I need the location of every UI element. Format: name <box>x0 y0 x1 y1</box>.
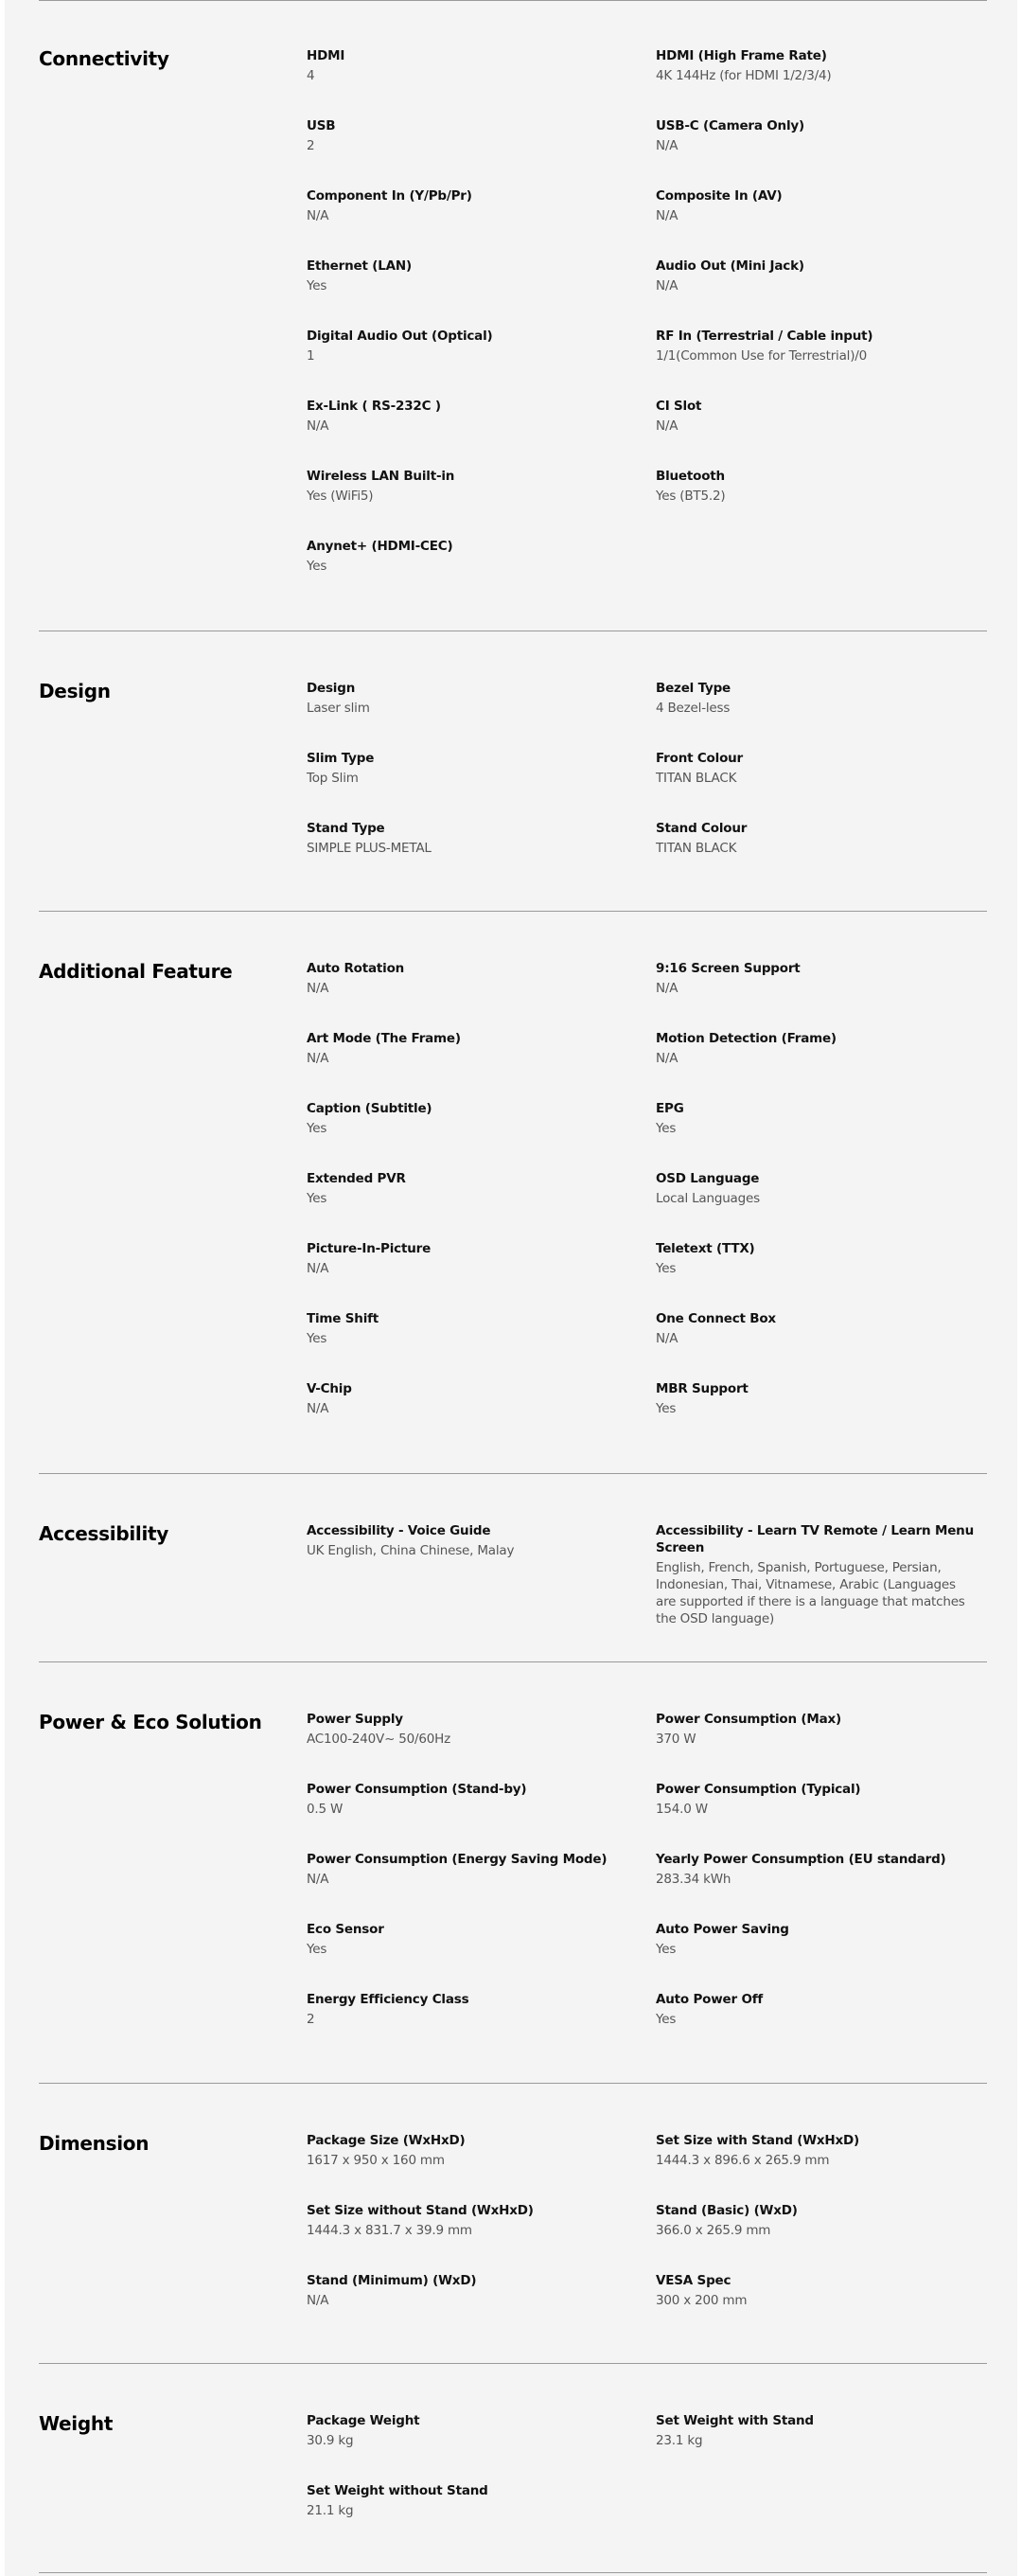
spec-item <box>307 1240 628 1277</box>
spec-label: Front Colour <box>656 751 744 766</box>
spec-value: 4 Bezel-less <box>656 701 731 716</box>
spec-item <box>307 2272 628 2309</box>
spec-label: One Connect Box <box>656 1311 776 1326</box>
spec-item <box>656 47 978 84</box>
spec-item <box>656 258 978 294</box>
spec-item <box>307 1100 628 1137</box>
spec-item <box>656 1030 978 1067</box>
spec-value: TITAN BLACK <box>656 841 737 856</box>
spec-item <box>656 1522 978 1627</box>
section-title: Connectivity <box>39 47 169 70</box>
spec-value: Yes <box>307 1331 327 1346</box>
spec-value: 1617 x 950 x 160 mm <box>307 2153 445 2168</box>
spec-item <box>307 2482 628 2519</box>
spec-label: Caption (Subtitle) <box>307 1101 432 1116</box>
section-divider <box>39 2572 987 2573</box>
spec-label: Teletext (TTX) <box>656 1241 755 1256</box>
spec-item <box>307 2412 628 2449</box>
spec-value: N/A <box>656 278 678 293</box>
section-divider <box>39 1473 987 1474</box>
spec-item <box>656 2272 978 2309</box>
spec-value: Local Languages <box>656 1191 760 1206</box>
spec-label: Motion Detection (Frame) <box>656 1031 837 1046</box>
spec-value: 1 <box>307 348 315 364</box>
spec-label: Bezel Type <box>656 681 731 696</box>
spec-label: Time Shift <box>307 1311 379 1326</box>
spec-value: N/A <box>307 2293 329 2308</box>
spec-label: Auto Power Off <box>656 1992 764 2007</box>
spec-item <box>307 117 628 154</box>
spec-item <box>307 1851 628 1888</box>
spec-label: Set Weight without Stand <box>307 2483 488 2498</box>
section-title: Power & Eco Solution <box>39 1711 262 1733</box>
spec-value: N/A <box>656 1331 678 1346</box>
spec-item <box>656 2132 978 2169</box>
spec-label: Picture-In-Picture <box>307 1241 432 1256</box>
spec-label: Ex-Link ( RS-232C ) <box>307 399 441 414</box>
spec-item <box>656 1240 978 1277</box>
spec-item <box>656 187 978 224</box>
spec-value: Yes <box>656 1121 677 1136</box>
spec-label: HDMI <box>307 48 345 63</box>
spec-label: Auto Rotation <box>307 961 405 976</box>
spec-item <box>307 47 628 84</box>
spec-item <box>656 960 978 997</box>
spec-item <box>307 468 628 505</box>
spec-item <box>656 1991 978 2028</box>
section-title: Design <box>39 680 111 702</box>
spec-value: 283.34 kWh <box>656 1872 731 1887</box>
section-divider <box>39 1661 987 1662</box>
section-divider <box>39 2083 987 2084</box>
spec-item <box>307 187 628 224</box>
spec-value: N/A <box>307 418 329 434</box>
spec-value: N/A <box>656 1051 678 1066</box>
spec-label: Component In (Y/Pb/Pr) <box>307 188 472 204</box>
spec-label: Power Supply <box>307 1712 403 1727</box>
spec-label: Art Mode (The Frame) <box>307 1031 461 1046</box>
spec-label: Bluetooth <box>656 469 725 484</box>
spec-value: 21.1 kg <box>307 2503 354 2518</box>
spec-item <box>656 328 978 364</box>
spec-value: N/A <box>307 1872 329 1887</box>
spec-value: 366.0 x 265.9 mm <box>656 2223 771 2238</box>
page-left-edge <box>0 0 5 2576</box>
section-title: Weight <box>39 2412 114 2435</box>
section-title: Additional Feature <box>39 960 233 983</box>
spec-value: English, French, Spanish, Portuguese, Persian, Indonesian, Thai, Vitnamese, Arabic (Languages are supported if there is a language that matches the OSD language) <box>656 1560 965 1626</box>
spec-label: Accessibility - Voice Guide <box>307 1523 491 1538</box>
spec-value: N/A <box>656 418 678 434</box>
spec-item <box>307 820 628 857</box>
spec-item <box>307 1711 628 1748</box>
spec-value: AC100-240V~ 50/60Hz <box>307 1732 451 1747</box>
section-title: Accessibility <box>39 1522 168 1545</box>
spec-value: 1/1(Common Use for Terrestrial)/0 <box>656 348 868 364</box>
spec-value: 1444.3 x 831.7 x 39.9 mm <box>307 2223 472 2238</box>
spec-item <box>307 2132 628 2169</box>
section-divider <box>39 2363 987 2364</box>
spec-item <box>656 468 978 505</box>
spec-label: Stand (Minimum) (WxD) <box>307 2273 477 2288</box>
spec-item <box>307 1170 628 1207</box>
spec-value: Yes <box>307 559 327 574</box>
spec-item <box>656 1380 978 1417</box>
spec-item <box>656 117 978 154</box>
spec-item <box>656 1711 978 1748</box>
spec-label: Auto Power Saving <box>656 1922 789 1937</box>
spec-label: Power Consumption (Stand-by) <box>307 1782 527 1797</box>
spec-value: Yes <box>656 2012 677 2027</box>
spec-value: Yes <box>656 1942 677 1957</box>
spec-item <box>307 2202 628 2239</box>
spec-item <box>656 398 978 435</box>
spec-value: TITAN BLACK <box>656 771 737 786</box>
section-divider <box>39 911 987 912</box>
spec-item <box>307 258 628 294</box>
spec-item <box>656 1170 978 1207</box>
spec-item <box>307 1380 628 1417</box>
spec-value: Yes <box>307 1121 327 1136</box>
spec-label: VESA Spec <box>656 2273 731 2288</box>
spec-label: EPG <box>656 1101 684 1116</box>
spec-value: Laser slim <box>307 701 370 716</box>
spec-item <box>307 1310 628 1347</box>
spec-value: 1444.3 x 896.6 x 265.9 mm <box>656 2153 830 2168</box>
spec-label: Eco Sensor <box>307 1922 384 1937</box>
spec-value: N/A <box>307 1261 329 1276</box>
spec-value: Yes <box>656 1401 677 1416</box>
spec-value: 154.0 W <box>656 1802 708 1817</box>
spec-item <box>656 2202 978 2239</box>
spec-value: Top Slim <box>307 771 359 786</box>
spec-value: 4 <box>307 68 315 83</box>
spec-item <box>307 750 628 787</box>
spec-value: SIMPLE PLUS-METAL <box>307 841 432 856</box>
spec-value: N/A <box>307 1051 329 1066</box>
spec-value: N/A <box>656 208 678 223</box>
spec-label: Stand Colour <box>656 821 748 836</box>
spec-label: OSD Language <box>656 1171 760 1186</box>
spec-label: 9:16 Screen Support <box>656 961 801 976</box>
spec-label: Wireless LAN Built-in <box>307 469 455 484</box>
spec-value: 2 <box>307 138 315 153</box>
spec-item <box>656 820 978 857</box>
page-right-edge <box>1017 0 1022 2576</box>
spec-value: 370 W <box>656 1732 696 1747</box>
spec-item <box>307 1991 628 2028</box>
spec-label: MBR Support <box>656 1381 749 1396</box>
spec-item <box>656 1100 978 1137</box>
spec-label: Power Consumption (Max) <box>656 1712 841 1727</box>
spec-item <box>307 1781 628 1818</box>
spec-label: Set Size without Stand (WxHxD) <box>307 2203 534 2218</box>
spec-value: N/A <box>656 138 678 153</box>
spec-value: Yes <box>656 1261 677 1276</box>
spec-value: N/A <box>656 981 678 996</box>
spec-value: Yes (WiFi5) <box>307 489 374 504</box>
spec-label: Audio Out (Mini Jack) <box>656 258 804 274</box>
spec-label: Energy Efficiency Class <box>307 1992 469 2007</box>
spec-item <box>656 1921 978 1958</box>
spec-value: Yes <box>307 1942 327 1957</box>
spec-label: Digital Audio Out (Optical) <box>307 329 493 344</box>
spec-label: Accessibility - Learn TV Remote / Learn Menu Screen <box>656 1523 974 1555</box>
spec-item <box>307 1921 628 1958</box>
spec-item <box>656 1310 978 1347</box>
spec-label: Stand (Basic) (WxD) <box>656 2203 798 2218</box>
spec-label: Composite In (AV) <box>656 188 783 204</box>
spec-label: Package Weight <box>307 2413 420 2428</box>
spec-value: 300 x 200 mm <box>656 2293 748 2308</box>
spec-label: Anynet+ (HDMI-CEC) <box>307 539 453 554</box>
spec-item <box>656 2412 978 2449</box>
spec-item <box>656 750 978 787</box>
spec-value: N/A <box>307 1401 329 1416</box>
spec-item <box>656 1851 978 1888</box>
spec-label: Extended PVR <box>307 1171 406 1186</box>
spec-value: Yes <box>307 1191 327 1206</box>
spec-value: N/A <box>307 981 329 996</box>
spec-item <box>307 960 628 997</box>
spec-item <box>307 1030 628 1067</box>
section-title: Dimension <box>39 2132 150 2155</box>
spec-item <box>307 1522 628 1559</box>
spec-label: V-Chip <box>307 1381 352 1396</box>
spec-label: Yearly Power Consumption (EU standard) <box>656 1852 946 1867</box>
spec-value: Yes (BT5.2) <box>656 489 726 504</box>
section-divider <box>39 0 987 1</box>
spec-label: RF In (Terrestrial / Cable input) <box>656 329 873 344</box>
spec-label: Set Weight with Stand <box>656 2413 814 2428</box>
spec-value: 2 <box>307 2012 315 2027</box>
spec-value: 4K 144Hz (for HDMI 1/2/3/4) <box>656 68 832 83</box>
spec-item <box>656 1781 978 1818</box>
spec-label: Power Consumption (Typical) <box>656 1782 861 1797</box>
spec-item <box>307 538 628 575</box>
spec-label: HDMI (High Frame Rate) <box>656 48 827 63</box>
spec-label: Slim Type <box>307 751 375 766</box>
spec-item <box>656 680 978 717</box>
spec-label: Ethernet (LAN) <box>307 258 412 274</box>
spec-item <box>307 328 628 364</box>
spec-item <box>307 680 628 717</box>
spec-label: Package Size (WxHxD) <box>307 2133 466 2148</box>
spec-label: Stand Type <box>307 821 385 836</box>
spec-label: Design <box>307 681 356 696</box>
spec-label: Power Consumption (Energy Saving Mode) <box>307 1852 608 1867</box>
spec-value: 23.1 kg <box>656 2433 703 2448</box>
spec-value: N/A <box>307 208 329 223</box>
spec-value: 0.5 W <box>307 1802 344 1817</box>
spec-label: USB-C (Camera Only) <box>656 118 804 133</box>
spec-label: USB <box>307 118 336 133</box>
spec-label: Set Size with Stand (WxHxD) <box>656 2133 859 2148</box>
spec-value: 30.9 kg <box>307 2433 354 2448</box>
spec-value: Yes <box>307 278 327 293</box>
spec-label: CI Slot <box>656 399 702 414</box>
spec-item <box>307 398 628 435</box>
spec-value: UK English, China Chinese, Malay <box>307 1543 515 1558</box>
